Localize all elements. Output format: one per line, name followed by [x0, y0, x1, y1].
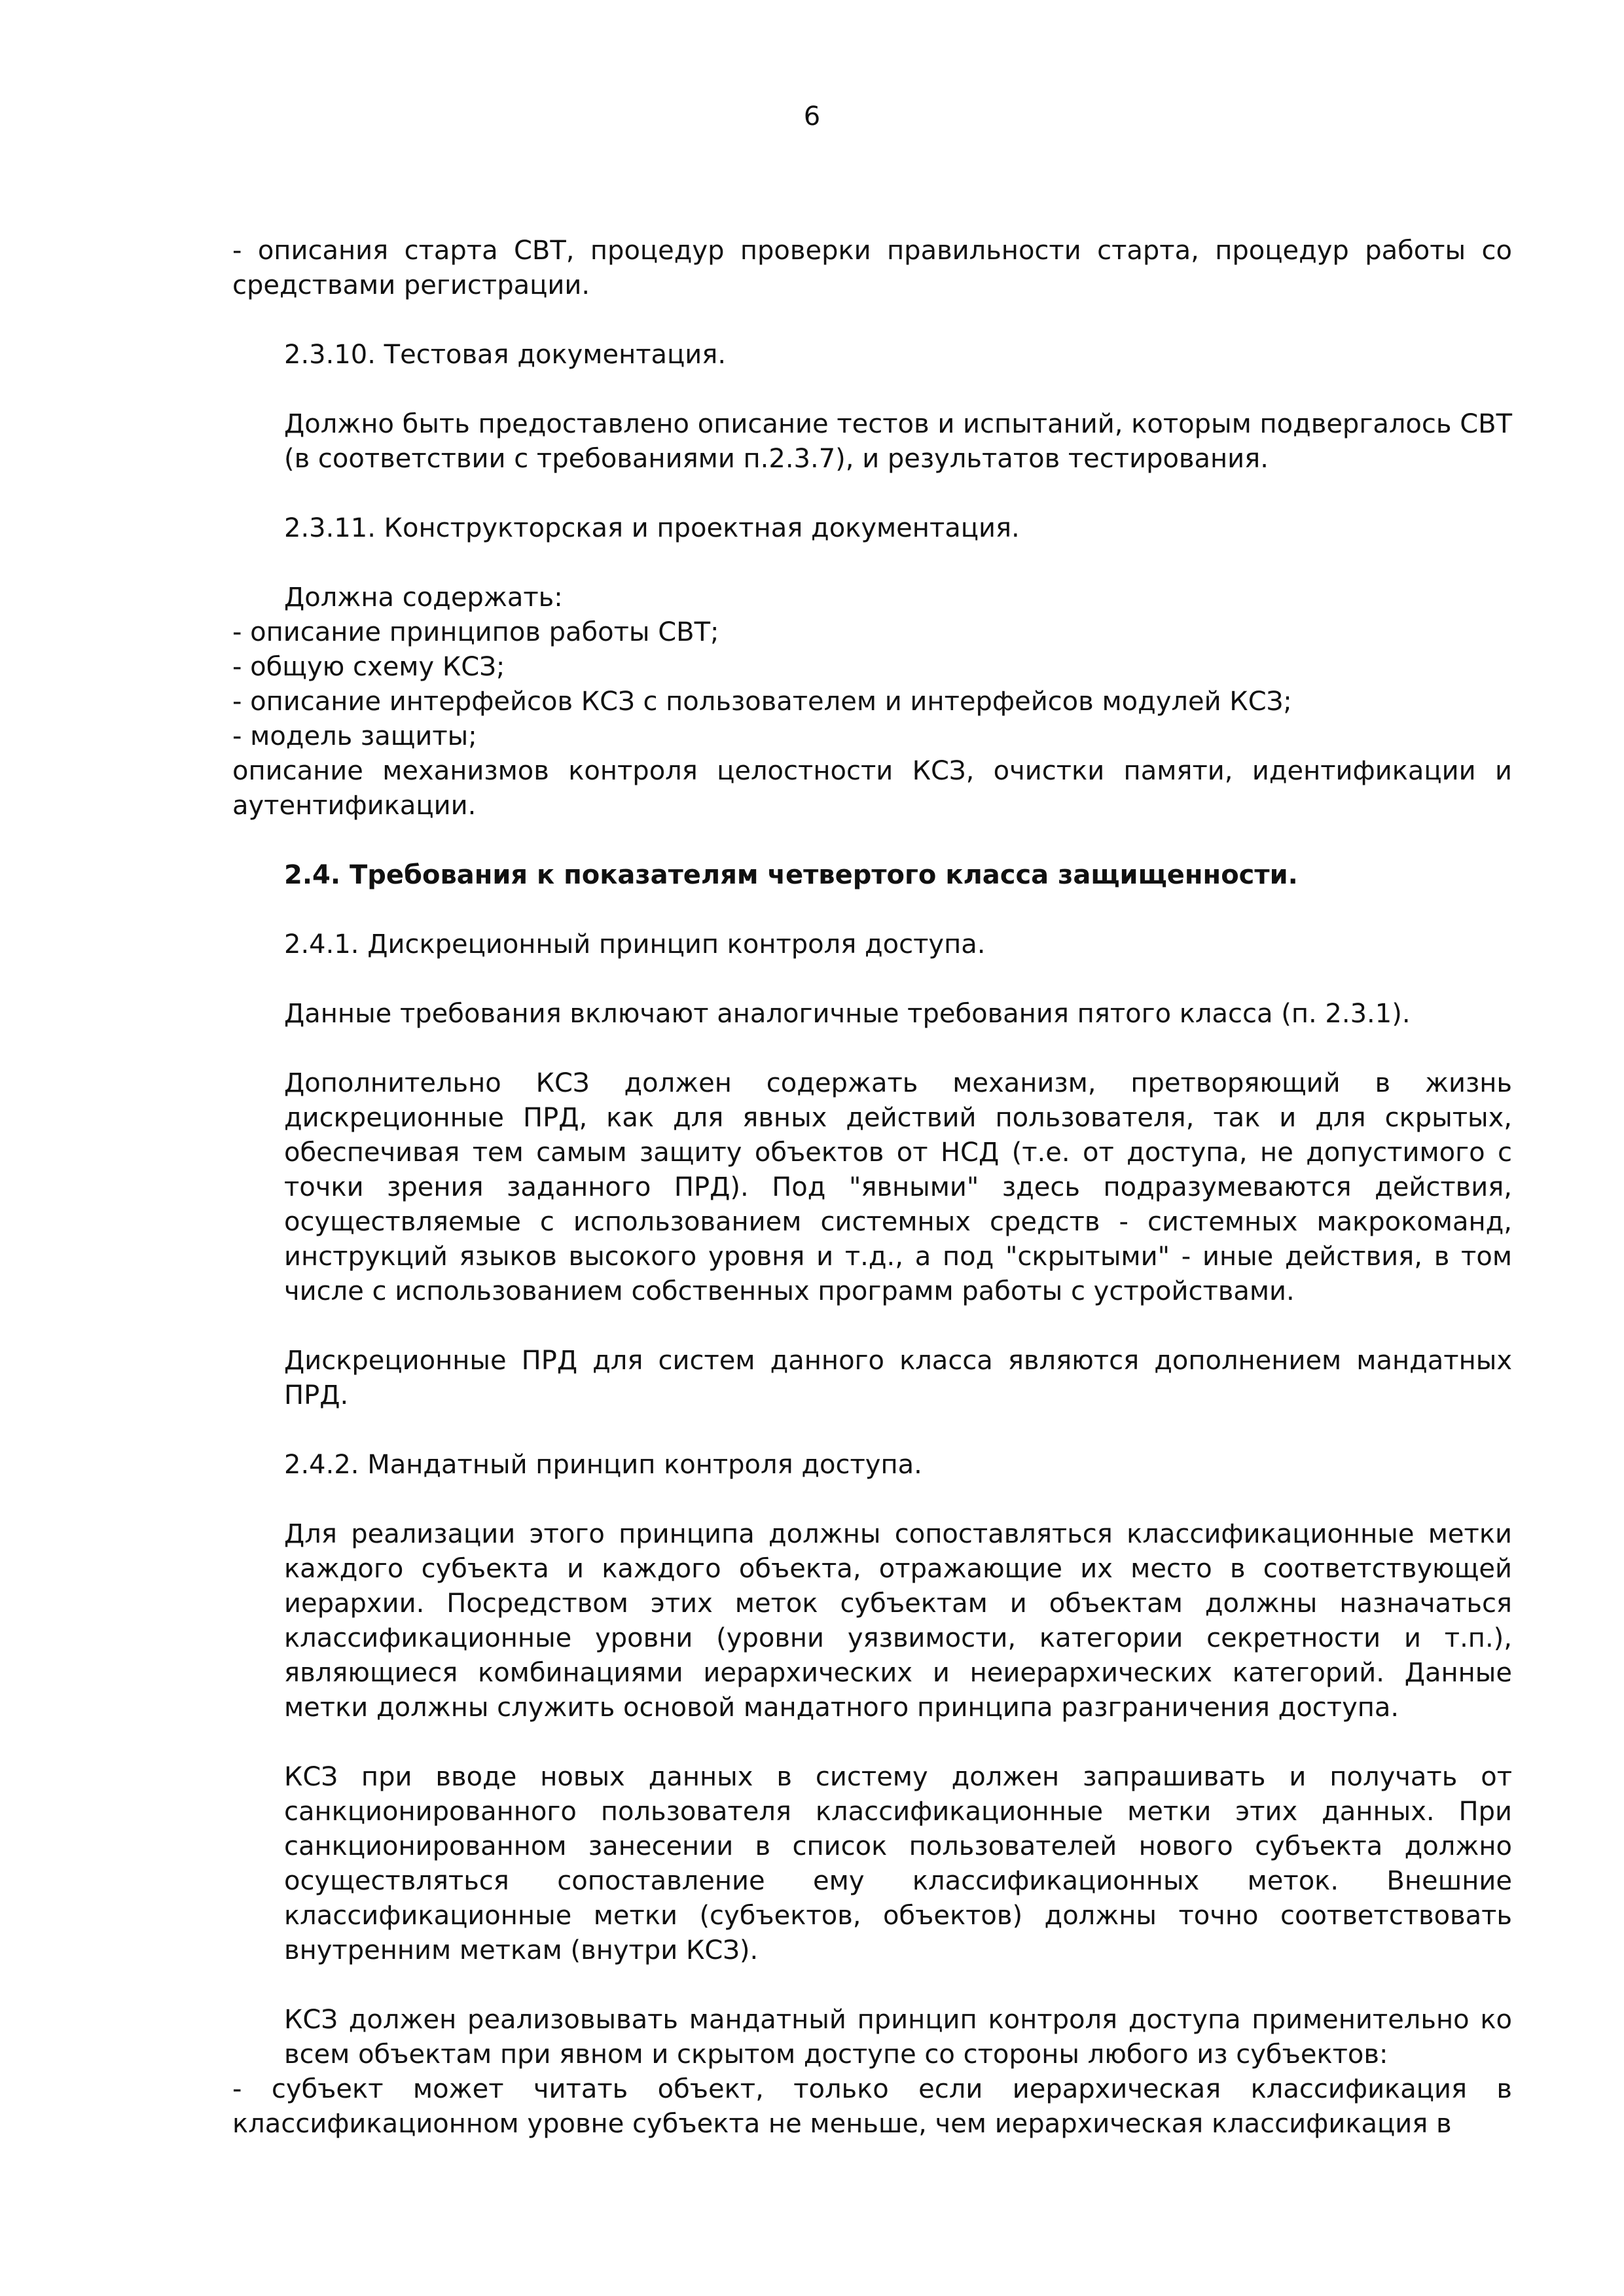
paragraph-discretionary-addition: Дискреционные ПРД для систем данного класса являются дополнением мандатных ПРД.	[284, 1346, 1512, 1410]
section-heading-2-4-2: 2.4.2. Мандатный принцип контроля доступа.	[284, 1450, 922, 1480]
list-item-general-scheme: - общую схему КСЗ;	[232, 652, 505, 682]
list-item-principles: - описание принципов работы СВТ;	[232, 617, 719, 647]
list-item-interfaces: - описание интерфейсов КСЗ с пользователем и интерфейсов модулей КСЗ;	[232, 687, 1292, 717]
list-item-protection-model: - модель защиты;	[232, 721, 477, 751]
paragraph-must-contain: Должна содержать:	[284, 583, 563, 613]
list-item-subject-read: - субъект может читать объект, только если иерархическая классификация в классификационном уровне субъекта не меньше, чем иерархическая классификация в	[232, 2074, 1512, 2139]
section-heading-2-4-1: 2.4.1. Дискреционный принцип контроля доступа.	[284, 929, 986, 960]
list-item-startup-description: - описания старта СВТ, процедур проверки правильности старта, процедур работы со средствами регистрации.	[232, 236, 1512, 300]
paragraph-classification-labels: Для реализации этого принципа должны сопоставляться классификационные метки каждого субъекта и каждого объекта, отражающие их место в соответствующей иерархии. Посредством этих меток субъектам и объектам должны назначаться классификационные уровни (уровни уязвимости, категории секретности и т.п.), являющиеся комбинациями иерархических и неиерархических категорий. Данные метки должны служить основой мандатного принципа разграничения доступа.	[284, 1519, 1512, 1723]
document-body	[232, 234, 1512, 2142]
paragraph-fifth-class-requirements: Данные требования включают аналогичные требования пятого класса (п. 2.3.1).	[284, 999, 1411, 1029]
paragraph-mandatory-implementation: КСЗ должен реализовывать мандатный принцип контроля доступа применительно ко всем объектам при явном и скрытом доступе со стороны любого из субъектов:	[284, 2005, 1512, 2070]
paragraph-discretionary-mechanism: Дополнительно КСЗ должен содержать механизм, претворяющий в жизнь дискреционные ПРД, как для явных действий пользователя, так и для скрытых, обеспечивая тем самым защиту объектов от НСД (т.е. от доступа, не допустимого с точки зрения заданного ПРД). Под "явными" здесь подразумеваются действия, осуществляемые с использованием системных средств - системных макрокоманд, инструкций языков высокого уровня и т.д., а под "скрытыми" - иные действия, в том числе с использованием собственных программ работы с устройствами.	[284, 1068, 1512, 1306]
section-heading-2-3-10: 2.3.10. Тестовая документация.	[284, 340, 727, 370]
list-item-mechanisms: описание механизмов контроля целостности КСЗ, очистки памяти, идентификации и аутентификации.	[232, 756, 1512, 821]
section-heading-2-3-11: 2.3.11. Конструкторская и проектная документация.	[284, 513, 1020, 543]
section-heading-2-4: 2.4. Требования к показателям четвертого класса защищенности.	[284, 860, 1298, 890]
page-number: 6	[803, 101, 821, 132]
paragraph-test-documentation: Должно быть предоставлено описание тестов и испытаний, которым подвергалось СВТ (в соответствии с требованиями п.2.3.7), и результатов тестирования.	[284, 409, 1512, 474]
paragraph-new-data-input: КСЗ при вводе новых данных в систему должен запрашивать и получать от санкционированного пользователя классификационные метки этих данных. При санкционированном занесении в список пользователей нового субъекта должно осуществляться сопоставление ему классификационных меток. Внешние классификационные метки (субъектов, объектов) должны точно соответствовать внутренним меткам (внутри КСЗ).	[284, 1762, 1512, 1965]
